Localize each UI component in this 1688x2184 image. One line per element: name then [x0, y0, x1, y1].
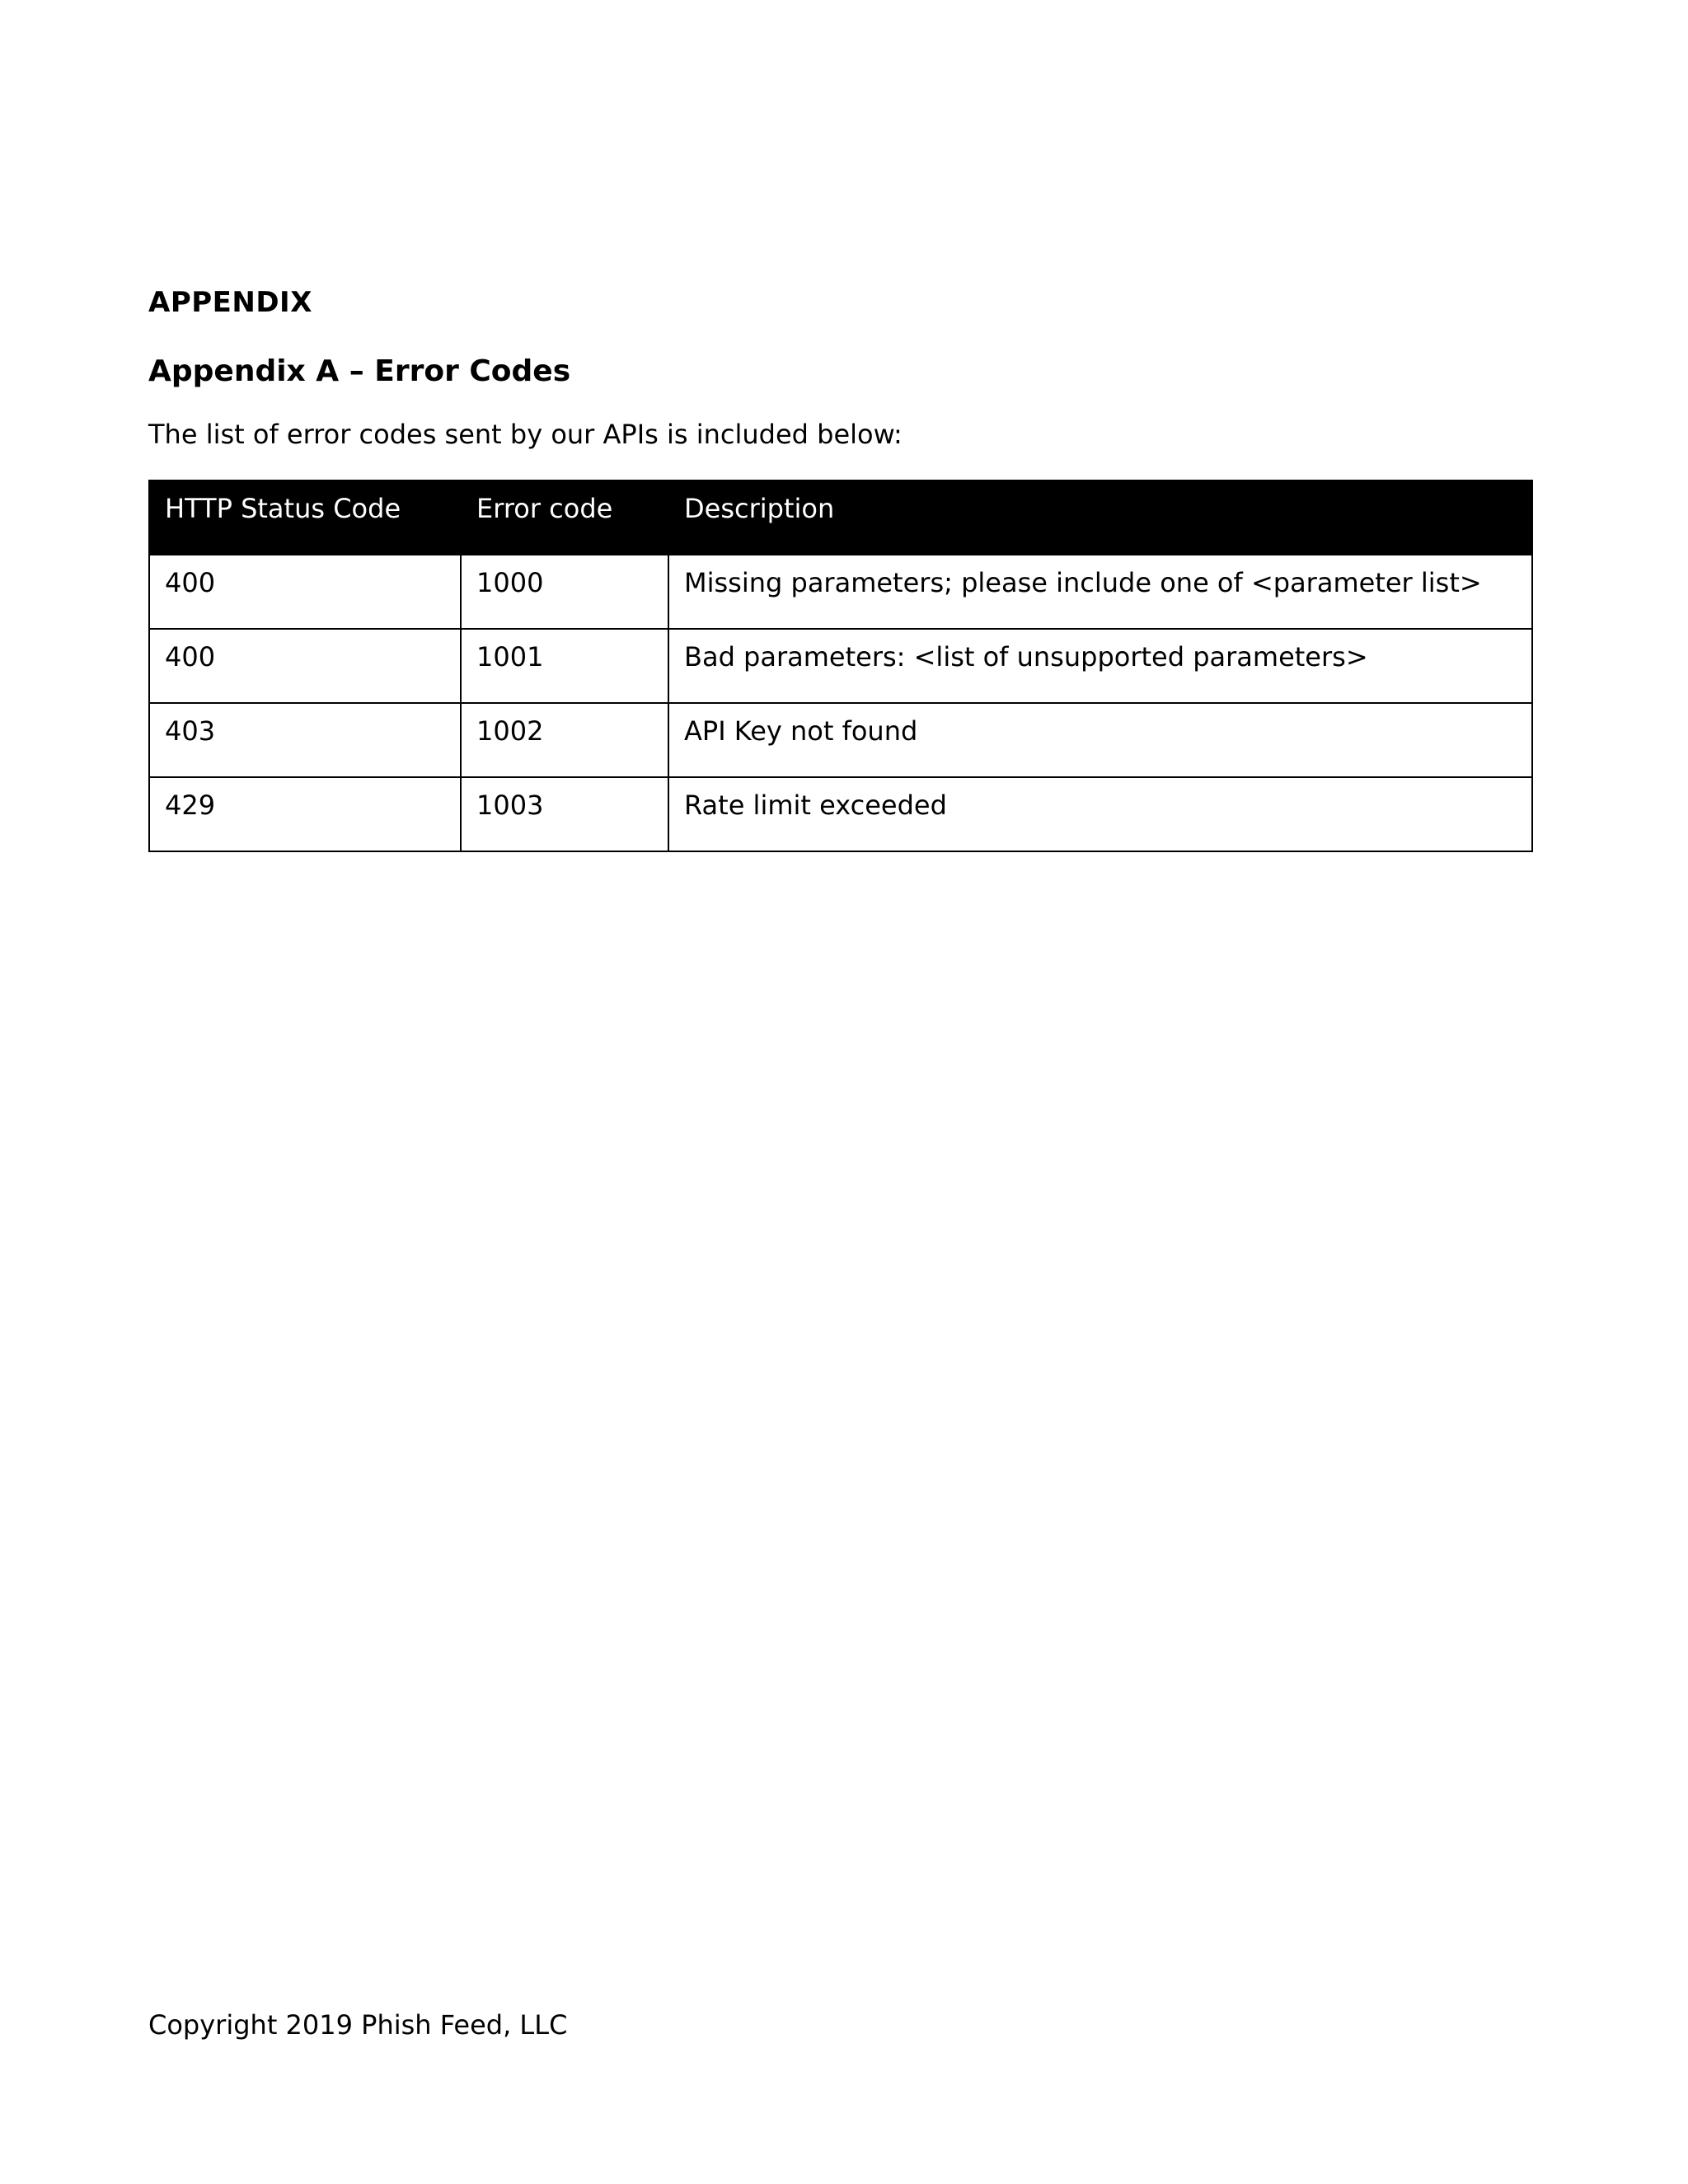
- cell-error-code: 1001: [461, 629, 668, 703]
- cell-http-status: 400: [149, 629, 461, 703]
- cell-http-status: 429: [149, 777, 461, 851]
- cell-http-status: 400: [149, 555, 461, 629]
- header-error-code: Error code: [461, 480, 668, 555]
- table-row: [149, 777, 1532, 851]
- header-http-status-code: HTTP Status Code: [149, 480, 461, 555]
- section-heading: Appendix A – Error Codes: [148, 354, 571, 388]
- cell-description: Missing parameters; please include one of <parameter list>: [668, 555, 1532, 629]
- header-description: Description: [668, 480, 1532, 555]
- error-codes-table: [148, 480, 1533, 852]
- cell-description: API Key not found: [668, 703, 1532, 777]
- table-row: [149, 555, 1532, 629]
- appendix-heading: APPENDIX: [148, 286, 312, 319]
- cell-error-code: 1000: [461, 555, 668, 629]
- intro-paragraph: The list of error codes sent by our APIs is included below:: [148, 419, 903, 450]
- copyright-footer: Copyright 2019 Phish Feed, LLC: [148, 2009, 568, 2041]
- table-header-row: [149, 480, 1532, 555]
- cell-description: Rate limit exceeded: [668, 777, 1532, 851]
- cell-error-code: 1003: [461, 777, 668, 851]
- cell-description: Bad parameters: <list of unsupported parameters>: [668, 629, 1532, 703]
- cell-error-code: 1002: [461, 703, 668, 777]
- table-row: [149, 703, 1532, 777]
- cell-http-status: 403: [149, 703, 461, 777]
- table-row: [149, 629, 1532, 703]
